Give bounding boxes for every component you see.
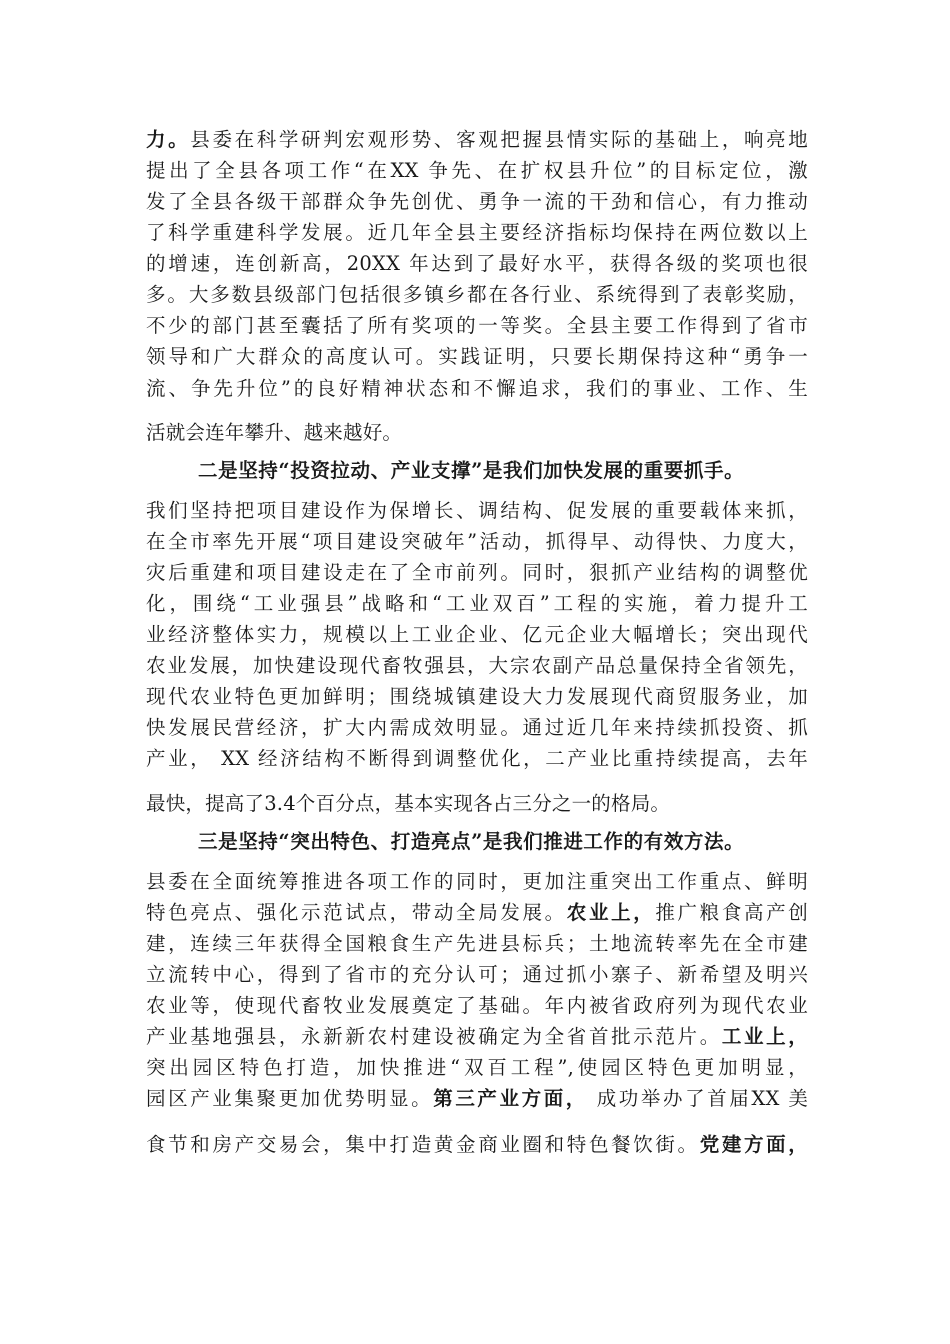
- text-line: 农业发展，加快建设现代畜牧强县，大宗农副产品总量保持全省领先，: [146, 654, 808, 677]
- text-line: 突出园区特色打造，加快推进“双百工程”,使园区特色更加明显，: [146, 1056, 808, 1079]
- text-line: [146, 126, 808, 154]
- text-span: 特色亮点、强化示范试点，带动全局发展。: [146, 901, 567, 924]
- text-line: 了科学重建科学发展。近几年全县主要经济指标均保持在两位数以上: [146, 221, 808, 244]
- text-line: 不少的部门甚至囊括了所有奖项的一等奖。全县主要工作得到了省市: [146, 314, 808, 337]
- text-line: 我们坚持把项目建设作为保增长、调结构、促发展的重要载体来抓，: [146, 499, 808, 522]
- text-line: 流、争先升位”的良好精神状态和不懈追求，我们的事业、工作、生: [146, 377, 808, 400]
- text-line: 农业等，使现代畜牧业发展奠定了基础。年内被省政府列为现代农业: [146, 994, 808, 1017]
- text-line: 快发展民营经济，扩大内需成效明显。通过近几年来持续抓投资、抓: [146, 716, 808, 739]
- text-line: 提出了全县各项工作“在XX 争先、在扩权县升位”的目标定位，激: [146, 159, 808, 182]
- text-line: 灾后重建和项目建设走在了全市前列。同时，狠抓产业结构的调整优: [146, 561, 808, 584]
- text-span: 推广粮食高产创: [655, 901, 808, 924]
- text-span: 产业基地强县，永新新农村建设被确定为全省首批示范片。: [146, 1025, 722, 1048]
- text-line: [146, 1131, 808, 1159]
- text-line: 活就会连年攀升、越来越好。: [146, 421, 403, 444]
- text-line: 最快，提高了3.4个百分点，基本实现各占三分之一的格局。: [146, 792, 671, 815]
- bold-lead: 党建方面，: [699, 1133, 808, 1156]
- bold-lead: 农业上，: [566, 901, 656, 924]
- text-span: 成功举办了首届XX 美: [587, 1087, 809, 1110]
- text-line: 产业， XX 经济结构不断得到调整优化，二产业比重持续提高，去年: [146, 747, 808, 770]
- bold-lead: 第三产业方面，: [433, 1087, 588, 1110]
- text-line: 的增速，连创新高，20XX 年达到了最好水平，获得各级的奖项也很: [146, 252, 808, 275]
- text-line: 发了全县各级干部群众争先创优、勇争一流的干劲和信心，有力推动: [146, 190, 808, 213]
- section-heading: 三是坚持“突出特色、打造亮点”是我们推进工作的有效方法。: [198, 830, 745, 853]
- text-span: 县委在科学研判宏观形势、客观把握县情实际的基础上，响亮地: [190, 128, 808, 151]
- text-line: 建，连续三年获得全国粮食生产先进县标兵；土地流转率先在全市建: [146, 932, 808, 955]
- text-line: 领导和广大群众的高度认可。实践证明，只要长期保持这种“勇争一: [146, 345, 808, 368]
- text-line: 业经济整体实力，规模以上工业企业、亿元企业大幅增长；突出现代: [146, 623, 808, 646]
- section-heading: 二是坚持“投资拉动、产业支撑”是我们加快发展的重要抓手。: [198, 459, 745, 482]
- text-line: [146, 899, 808, 927]
- text-line: 立流转中心，得到了省市的充分认可；通过抓小寨子、新希望及明兴: [146, 963, 808, 986]
- bold-lead: 工业上，: [721, 1025, 808, 1048]
- bold-lead: 力。: [146, 128, 191, 151]
- text-line: 化，围绕“工业强县”战略和“工业双百”工程的实施，着力提升工: [146, 592, 808, 615]
- text-line: 多。大多数县级部门包括很多镇乡都在各行业、系统得到了表彰奖励，: [146, 283, 808, 306]
- text-span: 园区产业集聚更加优势明显。: [146, 1087, 434, 1110]
- text-line: [146, 1085, 808, 1113]
- text-line: 在全市率先开展“项目建设突破年”活动，抓得早、动得快、力度大，: [146, 530, 808, 553]
- text-line: 现代农业特色更加鲜明；围绕城镇建设大力发展现代商贸服务业，加: [146, 685, 808, 708]
- text-line: [146, 1023, 808, 1051]
- text-span: 食节和房产交易会，集中打造黄金商业圈和特色餐饮街。: [146, 1133, 700, 1156]
- text-line: 县委在全面统筹推进各项工作的同时，更加注重突出工作重点、鲜明: [146, 870, 808, 893]
